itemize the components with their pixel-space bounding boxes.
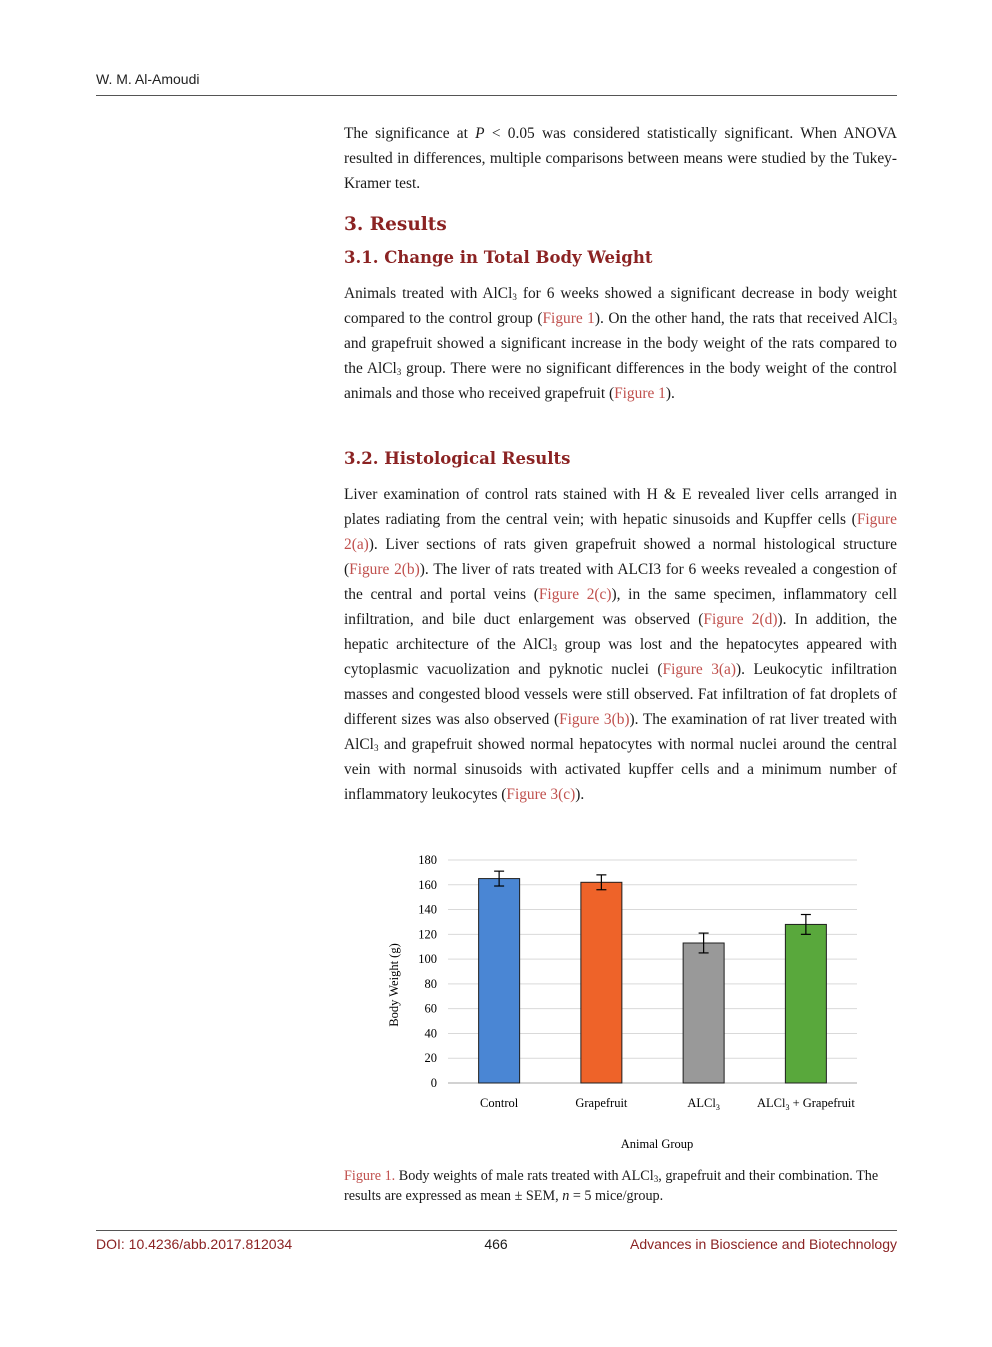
figure-2a-link[interactable]: Figure 2(a): [344, 511, 897, 553]
running-head-author: W. M. Al-Amoudi: [96, 71, 200, 87]
page-number: 466: [484, 1236, 508, 1252]
y-tick-label: 40: [424, 1026, 437, 1041]
figure-1-link[interactable]: Figure 1: [614, 385, 666, 402]
x-axis-label: Animal Group: [620, 1137, 694, 1151]
figure-3c-link[interactable]: Figure 3(c): [506, 786, 576, 803]
figure-1-caption: Figure 1. Body weights of male rats treated with ALCl$_3$, grapefruit and their combination. The results are expressed as mean ± SEM, n = 5 mice/group.: [344, 1168, 879, 1204]
methods-paragraph: The significance at P < 0.05 was considered statistically significant. When ANOVA resulted in differences, multiple comparisons between means were studied by the Tukey-Kramer test.: [344, 125, 897, 192]
x-tick-label: Grapefruit: [575, 1096, 628, 1110]
subsection-histology-heading: 3.2. Histological Results: [344, 449, 571, 468]
histology-paragraph: Liver examination of control rats stained with H & E revealed liver cells arranged in plates radiating from the central vein; with hepatic sinusoids and Kupffer cells (Figure 2(a)). Liver sections of rats given grapefruit showed a normal histological structure (Figure 2(b)). The liver of rats treated with ALCI3 for 6 weeks revealed a congestion of the central and portal veins (Figure 2(c)), in the same specimen, inflammatory cell infiltration, and bile duct enlargement was observed (Figure 2(d)). In addition, the hepatic architecture of the AlCl$_3$ group was lost and the hepatocytes appeared with cytoplasmic vacuolization and pyknotic nuclei (Figure 3(a)). Leukocytic infiltration masses and congested blood vessels were still observed. Fat infiltration of fat droplets of different sizes was also observed (Figure 3(b)). The examination of rat liver treated with AlCl$_3$ and grapefruit showed normal hepatocytes with normal nuclei around the central vein with normal sinusoids with activated kupffer cells and a minimum number of inflammatory leukocytes (Figure 3(c)).: [344, 486, 897, 803]
y-tick-label: 80: [424, 976, 437, 991]
x-tick-label: ALCl$_3$ + Grapefruit: [756, 1096, 855, 1112]
y-tick-label: 20: [424, 1051, 437, 1066]
x-tick-label: Control: [480, 1096, 519, 1110]
figure-2b-link[interactable]: Figure 2(b): [349, 561, 420, 578]
section-results-heading: 3. Results: [344, 214, 447, 235]
footer-doi[interactable]: DOI: 10.4236/abb.2017.812034: [96, 1236, 293, 1252]
y-tick-label: 120: [418, 927, 437, 942]
footer-rule: [96, 1230, 897, 1231]
figure-1-caption-label: Figure 1.: [344, 1168, 396, 1184]
y-tick-label: 100: [418, 952, 437, 967]
figure-3b-link[interactable]: Figure 3(b): [559, 711, 630, 728]
bar: [581, 882, 622, 1083]
bar: [479, 879, 520, 1083]
body-weight-bar-chart: [376, 848, 866, 1158]
footer-journal-name: Advances in Bioscience and Biotechnology: [630, 1236, 897, 1252]
y-tick-label: 180: [418, 853, 437, 867]
header-rule: [96, 95, 897, 96]
y-tick-label: 0: [430, 1076, 437, 1090]
y-tick-label: 60: [424, 1001, 437, 1016]
x-tick-label: ALCl$_3$: [687, 1096, 720, 1112]
y-axis-label: Body Weight (g): [387, 943, 401, 1027]
body-weight-paragraph: Animals treated with AlCl$_3$ for 6 weeks showed a significant decrease in body weight compared to the control group (Figure 1). On the other hand, the rats that received AlCl$_3$ and grapefruit showed a significant increase in the body weight of the rats compared to the AlCl$_3$ group. There were no significant differences in the body weight of the control animals and those who received grapefruit (Figure 1).: [344, 285, 897, 402]
bar: [683, 943, 724, 1083]
figure-3a-link[interactable]: Figure 3(a): [662, 661, 736, 678]
figure-1-link[interactable]: Figure 1: [542, 310, 595, 327]
figure-2d-link[interactable]: Figure 2(d): [703, 611, 778, 628]
y-tick-label: 160: [418, 877, 437, 892]
bar: [785, 924, 826, 1083]
subsection-body-weight-heading: 3.1. Change in Total Body Weight: [344, 248, 653, 267]
y-tick-label: 140: [418, 902, 437, 917]
figure-2c-link[interactable]: Figure 2(c): [538, 586, 612, 603]
